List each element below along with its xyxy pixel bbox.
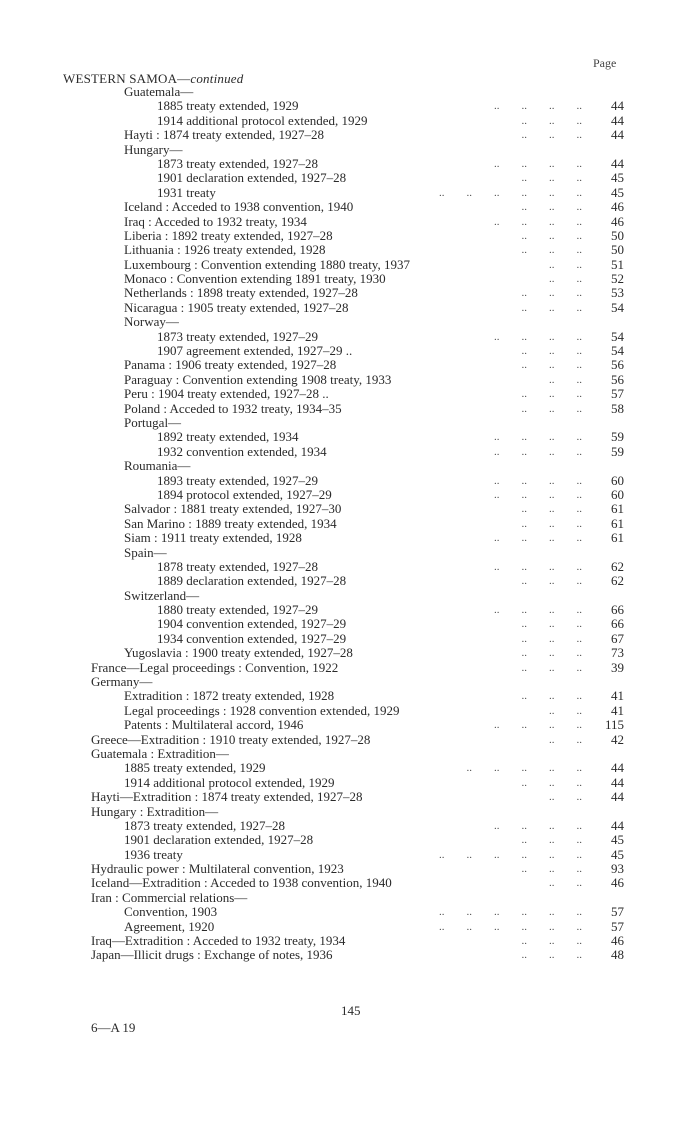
index-entry-page: 46 [611,199,624,215]
index-entry-page: 62 [611,558,624,574]
index-entry-text: Nicaragua : 1905 treaty extended, 1927–28 [124,299,349,315]
index-entry-page: 53 [611,285,624,301]
leader-dots: .. .. .. .. [494,431,582,444]
index-entry-page: 42 [611,731,624,747]
index-entry-page: 51 [611,256,624,272]
leader-dots: .. .. .. [521,863,582,876]
index-entry [0,617,700,631]
index-entry [0,445,700,459]
leader-dots: .. .. .. [521,388,582,401]
index-entry [0,474,700,488]
index-entry-page: 58 [611,400,624,416]
index-entry-text: 1914 additional protocol extended, 1929 [124,774,335,790]
index-entry-page: 45 [611,170,624,186]
index-entry [0,934,700,948]
index-entry [0,387,700,401]
index-entry [0,704,700,718]
index-entry-text: Legal proceedings : 1928 convention extended, 1929 [124,702,400,718]
index-entry-text: Hungary : Extradition— [91,803,219,819]
index-entry [0,301,700,315]
index-entry [0,560,700,574]
leader-dots: .. .. [549,733,582,746]
leader-dots: .. .. .. .. [494,330,582,343]
index-entry-page: 50 [611,227,624,243]
index-entry-text: Iceland—Extradition : Acceded to 1938 convention, 1940 [91,875,392,891]
leader-dots: .. .. .. .. [494,560,582,573]
leader-dots: .. .. .. [521,229,582,242]
index-entry-text: 1873 treaty extended, 1927–29 [157,328,319,344]
index-entry [0,790,700,804]
index-entry-page: 48 [611,947,624,963]
index-entry-page: 57 [611,904,624,920]
index-entry [0,646,700,660]
index-entry [0,891,700,905]
leader-dots: .. .. .. .. .. .. [439,186,582,199]
leader-dots: .. .. .. .. [494,445,582,458]
index-entry-page: 41 [611,702,624,718]
index-entry-text: 1889 declaration extended, 1927–28 [157,573,347,589]
index-entry-page: 56 [611,371,624,387]
index-entry-text: Netherlands : 1898 treaty extended, 1927–28 [124,285,358,301]
index-entry-page: 46 [611,875,624,891]
index-entry-page: 73 [611,645,624,661]
index-entry [0,243,700,257]
leader-dots: .. .. .. [521,114,582,127]
index-entry-page: 54 [611,328,624,344]
index-entry [0,776,700,790]
index-entry [0,459,700,473]
leader-dots: .. .. .. .. [494,488,582,501]
index-entry [0,948,700,962]
leader-dots: .. .. .. [521,301,582,314]
index-entry-text: 1901 declaration extended, 1927–28 [124,832,314,848]
leader-dots: .. .. [549,258,582,271]
leader-dots: .. .. .. [521,690,582,703]
index-entry-text: Switzerland— [124,587,200,603]
index-entry-text: Poland : Acceded to 1932 treaty, 1934–35 [124,400,342,416]
index-entry [0,272,700,286]
index-entry-text: 1934 convention extended, 1927–29 [157,630,347,646]
index-entry-text: Liberia : 1892 treaty extended, 1927–28 [124,227,333,243]
index-entry-text: Hayti—Extradition : 1874 treaty extended, 1927–28 [91,789,363,805]
leader-dots: .. .. .. [521,647,582,660]
index-entry-text: 1936 treaty [124,846,183,862]
footer-signature: 6—A 19 [91,1020,136,1035]
index-entry-text: Convention, 1903 [124,904,218,920]
index-entry-page: 45 [611,846,624,862]
index-entry [0,200,700,214]
leader-dots: .. .. .. [521,129,582,142]
leader-dots: .. .. [549,373,582,386]
index-entry-text: 1894 protocol extended, 1927–29 [157,486,332,502]
index-entry-text: Agreement, 1920 [124,918,215,934]
index-entry-page: 45 [611,832,624,848]
index-entry [0,114,700,128]
leader-dots: .. .. .. [521,402,582,415]
index-entry [0,358,700,372]
index-entry-text: Hungary— [124,141,183,157]
index-entry-page: 61 [611,530,624,546]
index-entry [0,330,700,344]
section-heading-continued: continued [190,71,244,86]
leader-dots: .. .. [549,273,582,286]
leader-dots: .. .. .. [521,935,582,948]
index-entry-text: Japan—Illicit drugs : Exchange of notes, 1936 [91,947,333,963]
index-entry [0,430,700,444]
page-column-label: Page [593,56,617,70]
index-entry [0,186,700,200]
index-entry-text: 1892 treaty extended, 1934 [157,429,299,445]
index-entry-text: 1880 treaty extended, 1927–29 [157,602,319,618]
index-entry-page: 44 [611,774,624,790]
leader-dots: .. .. .. .. [494,215,582,228]
index-entry [0,157,700,171]
index-entry [0,905,700,919]
index-entry-page: 46 [611,213,624,229]
leader-dots: .. .. .. [521,517,582,530]
index-entry-text: Portugal— [124,414,182,430]
index-entry [0,171,700,185]
leader-dots: .. .. .. [521,632,582,645]
leader-dots: .. .. .. [521,661,582,674]
index-entry [0,373,700,387]
leader-dots: .. .. [549,704,582,717]
index-entry-text: Extradition : 1872 treaty extended, 1928 [124,688,335,704]
index-entry [0,286,700,300]
index-entry-page: 61 [611,515,624,531]
index-entry [0,848,700,862]
index-entry-text: 1873 treaty extended, 1927–28 [124,817,286,833]
index-entry-text: Yugoslavia : 1900 treaty extended, 1927–28 [124,645,353,661]
index-entry-page: 50 [611,242,624,258]
index-entry-text: Peru : 1904 treaty extended, 1927–28 .. [124,386,329,402]
index-entry-text: Monaco : Convention extending 1891 treaty, 1930 [124,271,386,287]
index-entry [0,531,700,545]
index-entry-page: 44 [611,789,624,805]
index-entry [0,215,700,229]
leader-dots: .. .. .. .. .. .. [439,906,582,919]
index-entry-text: 1873 treaty extended, 1927–28 [157,155,319,171]
index-entry-text: Germany— [91,674,153,690]
index-entry [0,733,700,747]
index-entry-page: 44 [611,155,624,171]
index-entry-text: 1904 convention extended, 1927–29 [157,616,347,632]
index-entry-text: Iraq : Acceded to 1932 treaty, 1934 [124,213,307,229]
index-entry-text: France—Legal proceedings : Convention, 1922 [91,659,339,675]
index-entry [0,747,700,761]
index-entry-text: Siam : 1911 treaty extended, 1928 [124,530,302,546]
index-entry [0,85,700,99]
index-entry-page: 66 [611,602,624,618]
leader-dots: .. .. [549,877,582,890]
index-entry-text: 1901 declaration extended, 1927–28 [157,170,347,186]
index-entry [0,99,700,113]
index-entry-text: 1885 treaty extended, 1929 [157,98,299,114]
index-entry-text: Iceland : Acceded to 1938 convention, 1940 [124,199,354,215]
leader-dots: .. .. .. [521,201,582,214]
index-entry-page: 59 [611,429,624,445]
index-entry [0,876,700,890]
index-entry [0,862,700,876]
leader-dots: .. .. .. [521,359,582,372]
index-entry [0,546,700,560]
index-entry-text: Hydraulic power : Multilateral convention, 1923 [91,861,344,877]
leader-dots: .. .. .. [521,244,582,257]
index-entry [0,718,700,732]
leader-dots: .. .. .. .. [494,474,582,487]
index-entry-page: 54 [611,343,624,359]
index-entry-page: 93 [611,861,624,877]
leader-dots: .. .. .. .. .. .. [439,848,582,861]
index-entry-page: 54 [611,299,624,315]
index-entry [0,920,700,934]
leader-dots: .. .. .. [521,172,582,185]
index-entry-page: 44 [611,98,624,114]
index-entry-text: Hayti : 1874 treaty extended, 1927–28 [124,127,325,143]
index-entry-text: Iraq—Extradition : Acceded to 1932 treaty, 1934 [91,933,346,949]
index-entry-page: 46 [611,933,624,949]
index-entry [0,819,700,833]
index-entry-text: Panama : 1906 treaty extended, 1927–28 [124,357,337,373]
index-entry [0,488,700,502]
leader-dots: .. .. .. .. [494,719,582,732]
index-entry-text: Guatemala— [124,84,194,99]
index-entry-page: 52 [611,271,624,287]
index-entry [0,344,700,358]
index-entry-text: San Marino : 1889 treaty extended, 1934 [124,515,337,531]
leader-dots: .. .. .. [521,287,582,300]
leader-dots: .. .. .. [521,575,582,588]
index-entry-text: Patents : Multilateral accord, 1946 [124,717,304,733]
index-entries [0,85,700,963]
index-entry [0,675,700,689]
index-entry-text: 1907 agreement extended, 1927–29 .. [157,343,353,359]
index-entry-text: Iran : Commercial relations— [91,889,248,905]
index-entry-text: 1878 treaty extended, 1927–28 [157,558,319,574]
index-entry-text: Spain— [124,544,167,560]
index-entry-text: 1893 treaty extended, 1927–29 [157,472,319,488]
leader-dots: .. .. .. [521,618,582,631]
index-entry-page: 60 [611,486,624,502]
index-entry [0,761,700,775]
index-entry-page: 61 [611,501,624,517]
index-entry-text: 1914 additional protocol extended, 1929 [157,112,368,128]
leader-dots: .. .. .. .. [494,819,582,832]
index-entry-page: 67 [611,630,624,646]
leader-dots: .. .. .. [521,949,582,962]
index-entry-page: 44 [611,760,624,776]
index-entry-text: 1932 convention extended, 1934 [157,443,327,459]
index-entry [0,603,700,617]
index-entry-page: 44 [611,817,624,833]
index-entry-page: 39 [611,659,624,675]
leader-dots: .. .. .. .. [494,532,582,545]
index-entry-page: 115 [604,717,624,733]
index-entry [0,833,700,847]
index-entry [0,229,700,243]
index-entry-page: 66 [611,616,624,632]
index-entry [0,258,700,272]
index-entry-page: 44 [611,127,624,143]
leader-dots: .. .. .. [521,503,582,516]
index-entry-page: 45 [611,184,624,200]
index-entry [0,661,700,675]
leader-dots: .. .. .. .. [494,604,582,617]
index-entry-page: 41 [611,688,624,704]
index-entry-text: Norway— [124,314,179,330]
index-entry-text: 1931 treaty [157,184,216,200]
index-entry [0,517,700,531]
leader-dots: .. .. [549,791,582,804]
index-entry [0,589,700,603]
index-entry [0,689,700,703]
page-number: 145 [341,1003,361,1018]
index-entry-text: Salvador : 1881 treaty extended, 1927–30 [124,501,342,517]
leader-dots: .. .. .. .. [494,157,582,170]
index-entry [0,128,700,142]
index-entry-page: 62 [611,573,624,589]
index-entry [0,143,700,157]
index-entry-text: Luxembourg : Convention extending 1880 treaty, 1937 [124,256,410,272]
index-entry-page: 56 [611,357,624,373]
index-entry-text: Lithuania : 1926 treaty extended, 1928 [124,242,326,258]
index-entry [0,805,700,819]
index-entry [0,632,700,646]
leader-dots: .. .. .. .. .. .. [439,920,582,933]
leader-dots: .. .. .. [521,345,582,358]
index-entry [0,402,700,416]
index-entry-text: 1885 treaty extended, 1929 [124,760,266,776]
index-entry-text: Guatemala : Extradition— [91,745,229,761]
index-entry [0,502,700,516]
index-entry-page: 59 [611,443,624,459]
leader-dots: .. .. .. .. [494,100,582,113]
index-entry [0,574,700,588]
index-entry-page: 60 [611,472,624,488]
leader-dots: .. .. .. [521,834,582,847]
section-heading-title: WESTERN SAMOA— [63,71,191,86]
index-entry-text: Roumania— [124,458,191,474]
index-entry-text: Greece—Extradition : 1910 treaty extended, 1927–28 [91,731,371,747]
index-entry [0,315,700,329]
index-entry-text: Paraguay : Convention extending 1908 treaty, 1933 [124,371,392,387]
leader-dots: .. .. .. [521,776,582,789]
index-entry [0,416,700,430]
leader-dots: .. .. .. .. .. [466,762,582,775]
index-entry-page: 57 [611,918,624,934]
index-entry-page: 57 [611,386,624,402]
index-entry-page: 44 [611,112,624,128]
